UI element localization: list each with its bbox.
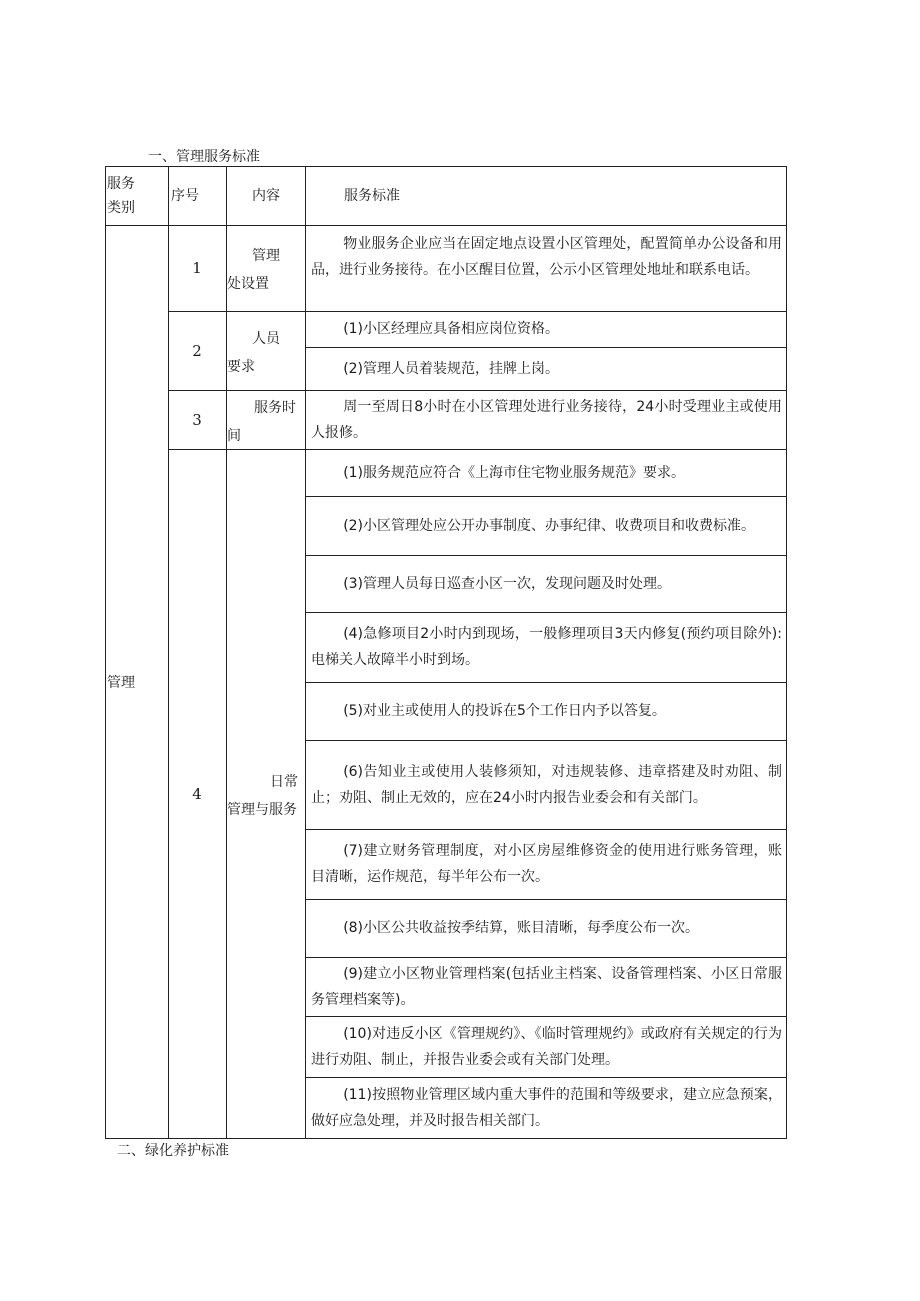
table-border xyxy=(105,1138,787,1139)
standard-item: (10)对违反小区《管理规约》、《临时管理规约》或政府有关规定的行为进行劝阻、制止，并报告业委会或有关部门处理。 xyxy=(311,1025,782,1068)
header-standard: 服务标准 xyxy=(344,188,400,204)
row-content-line: 人员 xyxy=(252,330,280,347)
row-content-line: 要求 xyxy=(227,358,255,375)
standard-item: (9)建立小区物业管理档案(包括业主档案、设备管理档案、小区日常服务管理档案等)。 xyxy=(311,965,782,1008)
standard-item: (5)对业主或使用人的投诉在5个工作日内予以答复。 xyxy=(343,703,666,719)
standard-item: (11)按照物业管理区域内重大事件的范围和等级要求，建立应急预案，做好应急处理，并及时报告相关部门。 xyxy=(311,1086,782,1129)
row-content xyxy=(227,242,304,298)
table-border xyxy=(305,740,787,741)
row-content xyxy=(227,394,304,450)
table-border xyxy=(305,347,787,348)
table-border xyxy=(305,555,787,556)
row-seq: 2 xyxy=(192,341,202,360)
table-border xyxy=(305,957,787,958)
header-seq: 序号 xyxy=(171,188,199,204)
table-border xyxy=(168,311,787,312)
standard-item: 周一至周日8小时在小区管理处进行业务接待，24小时受理业主或使用人报修。 xyxy=(311,398,782,441)
table-border xyxy=(305,1016,787,1017)
row-content-line: 处设置 xyxy=(227,276,269,292)
table-border xyxy=(305,1077,787,1078)
row-seq: 1 xyxy=(192,259,202,277)
standard-item: (7)建立财务管理制度，对小区房屋维修资金的使用进行账务管理，账目清晰，运作规范，每半年公布一次。 xyxy=(311,843,782,885)
table-border xyxy=(105,225,787,226)
section-title: 一、管理服务标准 xyxy=(148,149,260,165)
row-content-line: 服务时 xyxy=(254,399,296,416)
table-border xyxy=(305,682,787,683)
standard-item: (3)管理人员每日巡查小区一次，发现问题及时处理。 xyxy=(343,575,672,592)
standard-item: (2)管理人员着装规范，挂牌上岗。 xyxy=(343,360,560,377)
standard-item: (1)小区经理应具备相应岗位资格。 xyxy=(343,321,560,337)
row-content xyxy=(227,325,304,381)
table-border xyxy=(105,166,106,1139)
row-content-line: 间 xyxy=(227,427,241,444)
table-border xyxy=(305,899,787,900)
row-content-line: 日常 xyxy=(270,774,298,790)
table-border xyxy=(305,829,787,830)
row-content xyxy=(227,768,304,824)
header-content: 内容 xyxy=(252,188,280,204)
standard-item: (8)小区公共收益按季结算，账目清晰，每季度公布一次。 xyxy=(343,920,700,936)
table-border xyxy=(168,390,787,391)
standard-item: 物业服务企业应当在固定地点设置小区管理处，配置简单办公设备和用品，进行业务接待。在小区醒目位置，公示小区管理处地址和联系电话。 xyxy=(311,236,782,278)
standard-item: (1)服务规范应符合《上海市住宅物业服务规范》要求。 xyxy=(343,464,686,481)
standard-item: (4)急修项目2小时内到现场，一般修理项目3天内修复(预约项目除外):电梯关人故障半小时到场。 xyxy=(311,626,782,668)
header-category: 服务 类别 xyxy=(107,176,135,216)
row-seq: 4 xyxy=(192,784,202,803)
category-cell: 管理 xyxy=(107,675,135,691)
table-border xyxy=(105,166,787,167)
table-border xyxy=(305,612,787,613)
standard-item: (6)告知业主或使用人装修须知，对违规装修、违章搭建及时劝阻、制止；劝阻、制止无效的，应在24小时内报告业委会和有关部门。 xyxy=(311,763,782,806)
standard-item: (2)小区管理处应公开办事制度、办事纪律、收费项目和收费标准。 xyxy=(343,517,756,534)
section-title: 二、绿化养护标准 xyxy=(117,1143,229,1159)
row-content-line: 管理与服务 xyxy=(227,802,297,818)
table-border xyxy=(305,496,787,497)
row-content-line: 管理 xyxy=(252,248,280,264)
row-seq: 3 xyxy=(192,410,202,429)
